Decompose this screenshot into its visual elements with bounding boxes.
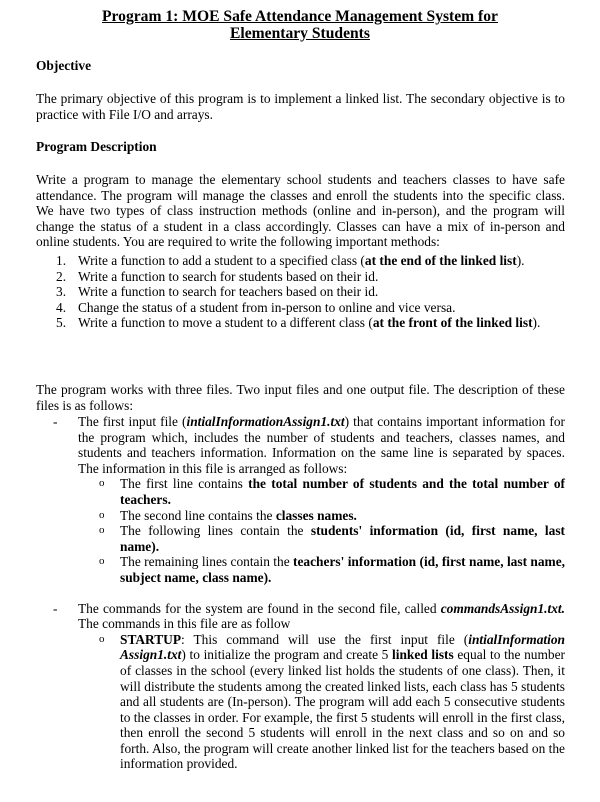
startup-file-name: intialInformation Assign1.txt xyxy=(120,631,565,663)
sub-item-bold: teachers' information (id, first name, last name, subject name, class name). xyxy=(120,554,565,585)
bullet-marker: o xyxy=(99,632,105,645)
bullet-marker: o xyxy=(99,477,105,490)
method-number: 1. xyxy=(56,253,67,268)
first-file-item xyxy=(36,414,565,586)
title-line-2: Elementary Students xyxy=(230,24,370,42)
description-heading: Program Description xyxy=(36,139,157,154)
method-item xyxy=(36,300,565,316)
startup-text-2: ) to initialize the program and create 5 xyxy=(181,647,393,663)
method-text: Change the status of a student from in-person to online and vice versa. xyxy=(78,299,456,315)
bullet-marker: o xyxy=(99,508,105,521)
sub-item-pre: The remaining lines contain the xyxy=(120,554,294,570)
methods-list xyxy=(36,253,565,331)
method-number: 2. xyxy=(56,268,67,284)
dash-marker: - xyxy=(53,600,58,616)
files-intro: The program works with three files. Two input files and one output file. The description of these files is as follows: xyxy=(36,382,565,413)
sub-item-pre: The following lines contain the xyxy=(120,523,311,539)
sub-item-bold: students' information (id, first name, last name). xyxy=(120,523,565,554)
method-tail: ). xyxy=(532,315,541,331)
method-tail: ). xyxy=(516,253,525,268)
first-file-name: intialInformationAssign1.txt xyxy=(186,414,345,429)
sub-item-bold: classes names. xyxy=(275,507,357,523)
method-item xyxy=(36,253,565,269)
first-file-post: ) that contains important information for the program which, includes the number of students and teachers, classes names, and students and teachers information. Information on the same line is separated by spaces. The information in this file is arranged as follows: xyxy=(78,414,566,476)
bullet-marker: o xyxy=(99,555,105,568)
dash-marker: - xyxy=(53,414,58,429)
page-title xyxy=(40,9,560,42)
sub-item xyxy=(78,523,565,554)
description-text: Write a program to manage the elementary school students and teachers classes to have safe attendance. The program will manage the classes and enroll the students into the specific class. We have two types of class instruction methods (online and in-person), and the program will change the status of a student in a class accordingly. Classes can have a mix of in-person and online students. You are required to write the following important methods: xyxy=(36,172,565,250)
objective-text: The primary objective of this program is to implement a linked list. The secondary objective is to practice with File I/O and arrays. xyxy=(36,91,565,122)
sub-item xyxy=(78,554,565,585)
startup-text-1: : This command will use the first input file ( xyxy=(181,631,469,647)
commands-sublist xyxy=(78,632,565,772)
method-bold: at the front of the linked list xyxy=(372,315,533,331)
title-line-1: Program 1: MOE Safe Attendance Management System for xyxy=(102,8,498,25)
method-number: 4. xyxy=(56,299,67,315)
startup-bold: linked lists xyxy=(392,647,454,663)
method-text: Write a function to search for teachers based on their id. xyxy=(78,284,379,300)
startup-text-3: equal to the number of classes in the school (every linked list holds the students of one class). Then, it will distribute the students among the created linked lists, each class has 5 students and all students are (In-person). The program will add each 5 consecutive students to the classes in order. For example, the first 5 students will enroll in the first class, then enroll the second 5 students will enroll in the next class and so on and so forth. Also, the program will create another linked list for the teachers based on the information provided. xyxy=(120,647,565,772)
method-item xyxy=(36,284,565,300)
sub-item-pre: The first line contains xyxy=(120,476,249,492)
second-file-item xyxy=(36,601,565,773)
second-file-name: commandsAssign1.txt. xyxy=(440,600,565,616)
method-number: 3. xyxy=(56,284,67,300)
method-text: Write a function to add a student to a specified class ( xyxy=(78,253,365,268)
second-file-pre: The commands for the system are found in the second file, called xyxy=(78,600,441,616)
sub-item xyxy=(78,508,565,524)
method-text: Write a function to search for students based on their id. xyxy=(78,268,379,284)
bullet-marker: o xyxy=(99,524,105,537)
first-file-sublist xyxy=(78,476,565,585)
first-file-pre: The first input file ( xyxy=(78,414,187,429)
sub-item-pre: The second line contains the xyxy=(120,507,276,523)
method-bold: at the end of the linked list xyxy=(364,253,517,268)
startup-label: STARTUP xyxy=(120,631,182,647)
sub-item-bold: the total number of students and the total number of teachers. xyxy=(120,476,565,507)
method-text: Write a function to move a student to a different class ( xyxy=(78,315,373,331)
sub-item xyxy=(78,476,565,507)
method-item xyxy=(36,269,565,285)
second-file-post: The commands in this file are as follow xyxy=(78,616,291,632)
objective-heading: Objective xyxy=(36,58,92,73)
method-number: 5. xyxy=(56,315,67,331)
files-list xyxy=(36,414,565,772)
method-item xyxy=(36,315,565,331)
startup-command-item xyxy=(78,632,565,772)
